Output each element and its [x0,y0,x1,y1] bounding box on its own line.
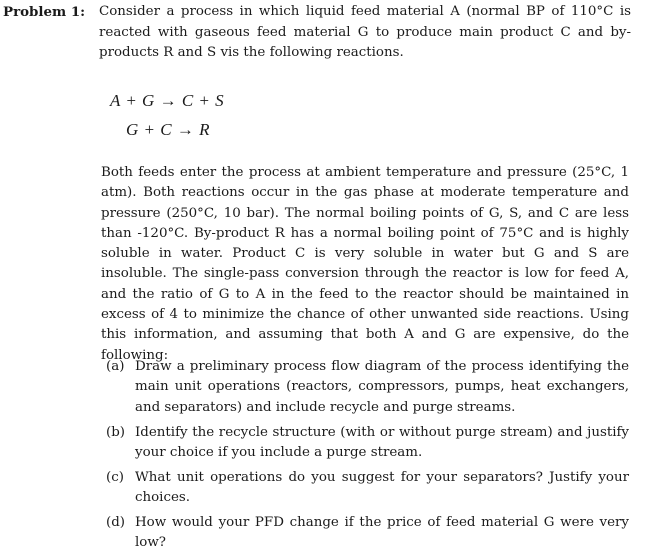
part-label: (b) [106,425,126,440]
part-label: (d) [106,515,126,530]
part-label: (c) [106,470,124,485]
question-part-c [106,468,629,509]
part-text: What unit operations do you suggest for your separators? Justify your choices. [135,470,629,506]
problem-description: Both feeds enter the process at ambient temperature and pressure (25°C, 1 atm). Both reactions occur in the gas phase at moderate temperature and pressure (250°C, 10 bar). The normal boiling points of G, S, and C are less than -120°C. By-product R has a normal boiling point of 75°C and is highly soluble in water. Product C is very soluble in water but G and S are insoluble. The single-pass conversion through the reactor is low for feed A, and the ratio of G to A in the feed to the reactor should be maintained in excess of 4 to minimize the chance of other unwanted side reactions. Using this information, and assuming that both A and G are expensive, do the following: [101,165,629,363]
question-part-a [106,357,629,418]
reaction-equation-2: G + C → R [126,120,210,139]
reaction-equation-1: A + G → C + S [110,91,225,110]
problem-intro: Consider a process in which liquid feed material A (normal BP of 110°C is reacted with gaseous feed material G to produce main product C and by-products R and S vis the following reactions. [99,4,631,60]
problem-label: Problem 1: [3,4,86,20]
question-part-d [106,513,629,554]
part-text: Identify the recycle structure (with or without purge stream) and justify your choice if you include a purge stream. [135,425,629,461]
question-part-b [106,423,629,464]
part-text: How would your PFD change if the price of feed material G were very low? [135,515,629,551]
part-text: Draw a preliminary process flow diagram of the process identifying the main unit operations (reactors, compressors, pumps, heat exchangers, and separators) and include recycle and purge streams. [135,359,629,415]
part-label: (a) [106,359,125,374]
problem-statement [3,2,631,64]
